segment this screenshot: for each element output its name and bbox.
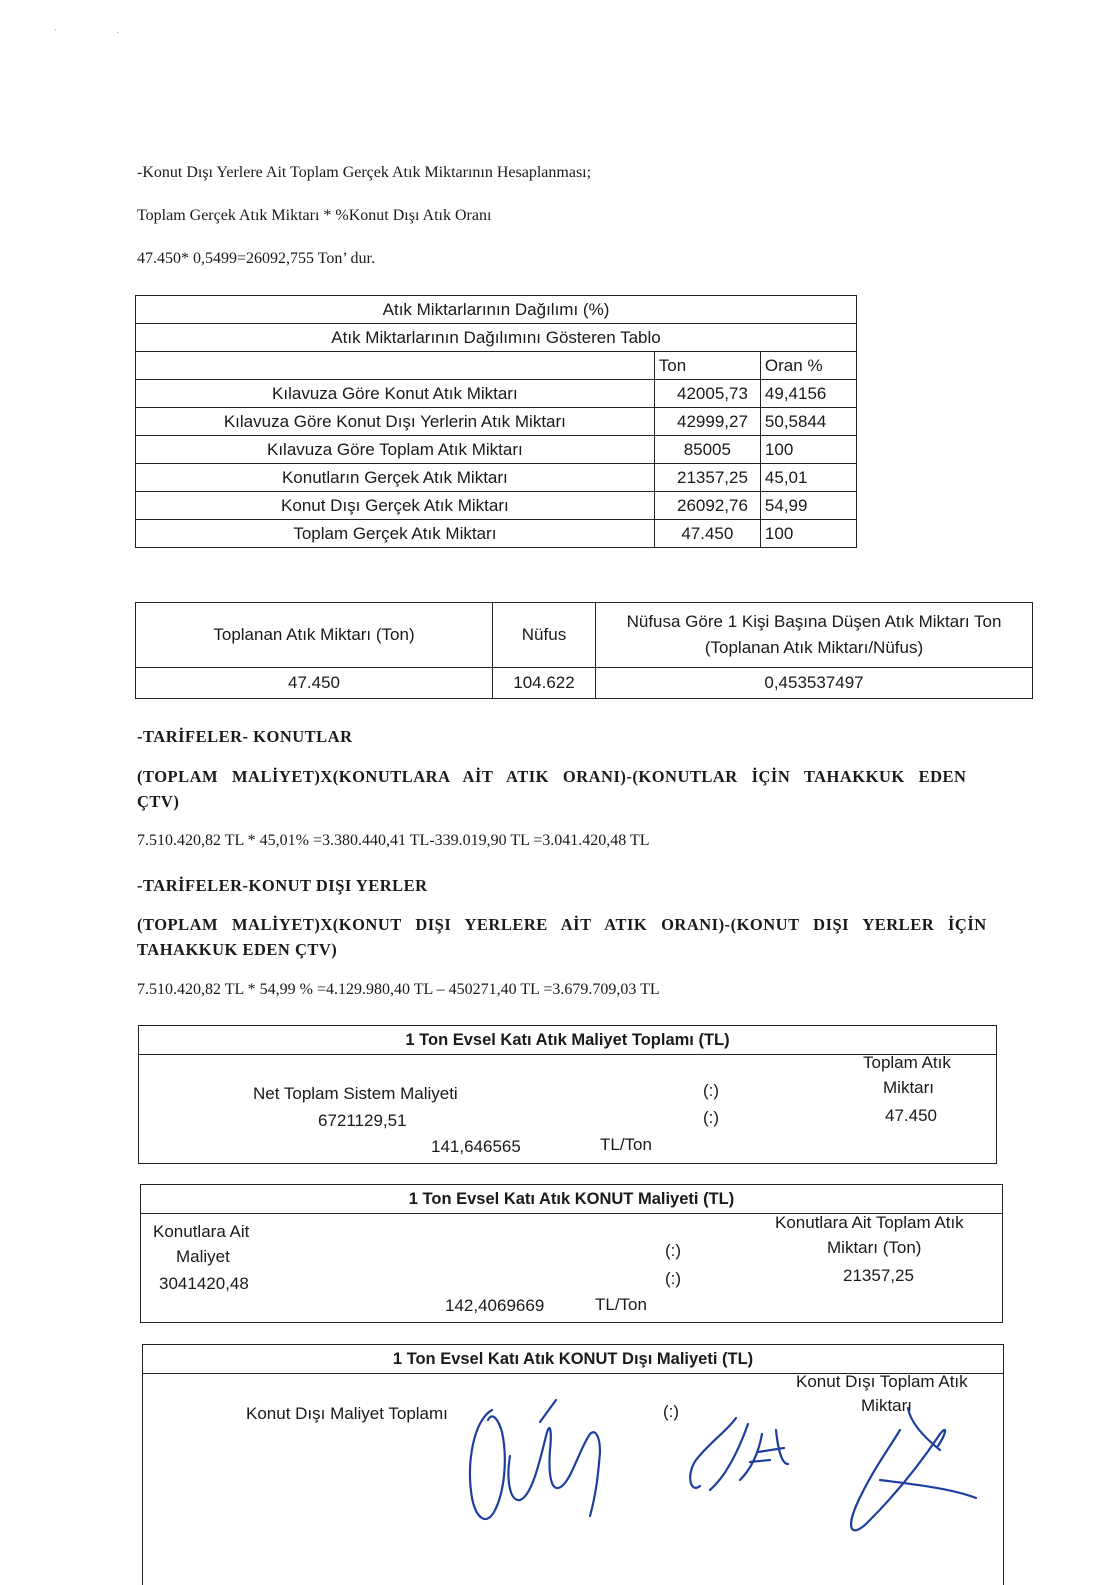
residential-cost-label-2: Maliyet [176,1247,230,1266]
tariff-residential-heading: -TARİFELER- KONUTLAR [137,727,353,746]
divide-symbol: (:) [703,1108,720,1127]
signatures [440,1390,1000,1556]
residential-cost-box [140,1184,1003,1323]
tariff-nonresidential-heading: -TARİFELER-KONUT DIŞI YERLER [137,876,428,895]
intro-formula: Toplam Gerçek Atık Miktarı * %Konut Dışı Atık Oranı [137,207,492,224]
row-ratio: 50,5844 [760,408,856,436]
row-label: Konutların Gerçek Atık Miktarı [136,464,655,492]
row-label: Kılavuza Göre Konut Atık Miktarı [136,380,655,408]
row-ton: 42005,73 [654,380,760,408]
residential-cost-per-ton-result: 142,4069669 [445,1296,545,1315]
row-ton: 47.450 [654,520,760,548]
residential-cost-value: 3041420,48 [159,1274,249,1293]
table-row [136,520,857,548]
table-row [136,492,857,520]
tariff-nonresidential-formula-line2: TAHAKKUK EDEN ÇTV) [137,940,338,959]
residential-waste-label-1: Konutlara Ait Toplam Atık [775,1213,964,1232]
distribution-table-subtitle: Atık Miktarlarının Dağılımını Gösteren Tablo [136,324,857,352]
table-row [136,436,857,464]
distribution-table-title: Atık Miktarlarının Dağılımı (%) [136,296,857,324]
row-ton: 85005 [654,436,760,464]
intro-title: -Konut Dışı Yerlere Ait Toplam Gerçek Atık Miktarının Hesaplanması; [137,164,592,181]
divide-symbol: (:) [663,1402,680,1421]
signature-2 [690,1418,788,1490]
residential-cost-label-1: Konutlara Ait [153,1222,250,1241]
table-row [136,408,857,436]
total-waste-label-1: Toplam Atık [863,1053,951,1072]
table-row [136,380,857,408]
tariff-nonresidential-formula-line1: (TOPLAM MALİYET)X(KONUT DIŞI YERLERE AİT ATIK ORANI)-(KONUT DIŞI YERLER İÇİN [137,915,987,934]
residential-cost-per-ton-unit: TL/Ton [595,1295,647,1314]
row-ratio: 54,99 [760,492,856,520]
total-cost-box-header: 1 Ton Evsel Katı Atık Maliyet Toplamı (TL) [139,1026,996,1055]
total-cost-box [138,1025,997,1164]
nonresidential-waste-label-1: Konut Dışı Toplam Atık [796,1372,968,1391]
divide-symbol: (:) [703,1081,720,1100]
population-value: 104.622 [493,668,596,699]
intro-result: 47.450* 0,5499=26092,755 Ton’ dur. [137,250,375,267]
table-row [136,464,857,492]
row-ratio: 49,4156 [760,380,856,408]
distribution-table [135,295,857,548]
population-table [135,602,1033,699]
nonresidential-cost-box-header: 1 Ton Evsel Katı Atık KONUT Dışı Maliyeti (TL) [143,1345,1003,1374]
scan-mark: ˈ [54,28,58,39]
row-ton: 21357,25 [654,464,760,492]
nonresidential-waste-label-2: Miktarı [861,1396,912,1415]
row-label: Toplam Gerçek Atık Miktarı [136,520,655,548]
column-header-population: Nüfus [493,603,596,668]
row-label: Kılavuza Göre Konut Dışı Yerlerin Atık Miktarı [136,408,655,436]
divide-symbol: (:) [665,1269,682,1288]
total-waste-value: 47.450 [885,1106,937,1125]
residential-waste-label-2: Miktarı (Ton) [827,1238,922,1257]
per-capita-value: 0,453537497 [596,668,1033,699]
column-header-ratio: Oran % [760,352,856,380]
column-header-per-capita [596,603,1033,668]
nonresidential-cost-label: Konut Dışı Maliyet Toplamı [246,1404,448,1423]
tariff-residential-formula-line1: (TOPLAM MALİYET)X(KONUTLARA AİT ATIK ORANI)-(KONUTLAR İÇİN TAHAKKUK EDEN [137,767,967,786]
row-ton: 42999,27 [654,408,760,436]
per-capita-header-line2: (Toplanan Atık Miktarı/Nüfus) [704,638,924,657]
row-label: Kılavuza Göre Toplam Atık Miktarı [136,436,655,464]
residential-cost-box-header: 1 Ton Evsel Katı Atık KONUT Maliyeti (TL) [141,1185,1002,1214]
row-ratio: 100 [760,436,856,464]
signature-1 [470,1400,600,1519]
row-label: Konut Dışı Gerçek Atık Miktarı [136,492,655,520]
cost-per-ton-unit: TL/Ton [600,1135,652,1154]
tariff-residential-calc: 7.510.420,82 TL * 45,01% =3.380.440,41 TL-339.019,90 TL =3.041.420,48 TL [137,832,650,849]
tariff-residential-formula-line2: ÇTV) [137,792,180,811]
divide-symbol: (:) [665,1241,682,1260]
row-ratio: 100 [760,520,856,548]
collected-value: 47.450 [136,668,493,699]
cost-per-ton-result: 141,646565 [431,1137,521,1156]
per-capita-header-line1: Nüfusa Göre 1 Kişi Başına Düşen Atık Miktarı Ton [626,612,1002,631]
net-system-cost-value: 6721129,51 [318,1111,407,1130]
total-waste-label-2: Miktarı [883,1078,934,1097]
signature-3 [851,1408,976,1530]
column-header-collected: Toplanan Atık Miktarı (Ton) [136,603,493,668]
residential-waste-value: 21357,25 [843,1266,914,1285]
row-ton: 26092,76 [654,492,760,520]
scan-mark: · [116,28,120,39]
column-header-ton: Ton [654,352,760,380]
net-system-cost-label: Net Toplam Sistem Maliyeti [253,1084,458,1103]
empty-header-cell [136,352,655,380]
tariff-nonresidential-calc: 7.510.420,82 TL * 54,99 % =4.129.980,40 TL – 450271,40 TL =3.679.709,03 TL [137,981,660,998]
row-ratio: 45,01 [760,464,856,492]
